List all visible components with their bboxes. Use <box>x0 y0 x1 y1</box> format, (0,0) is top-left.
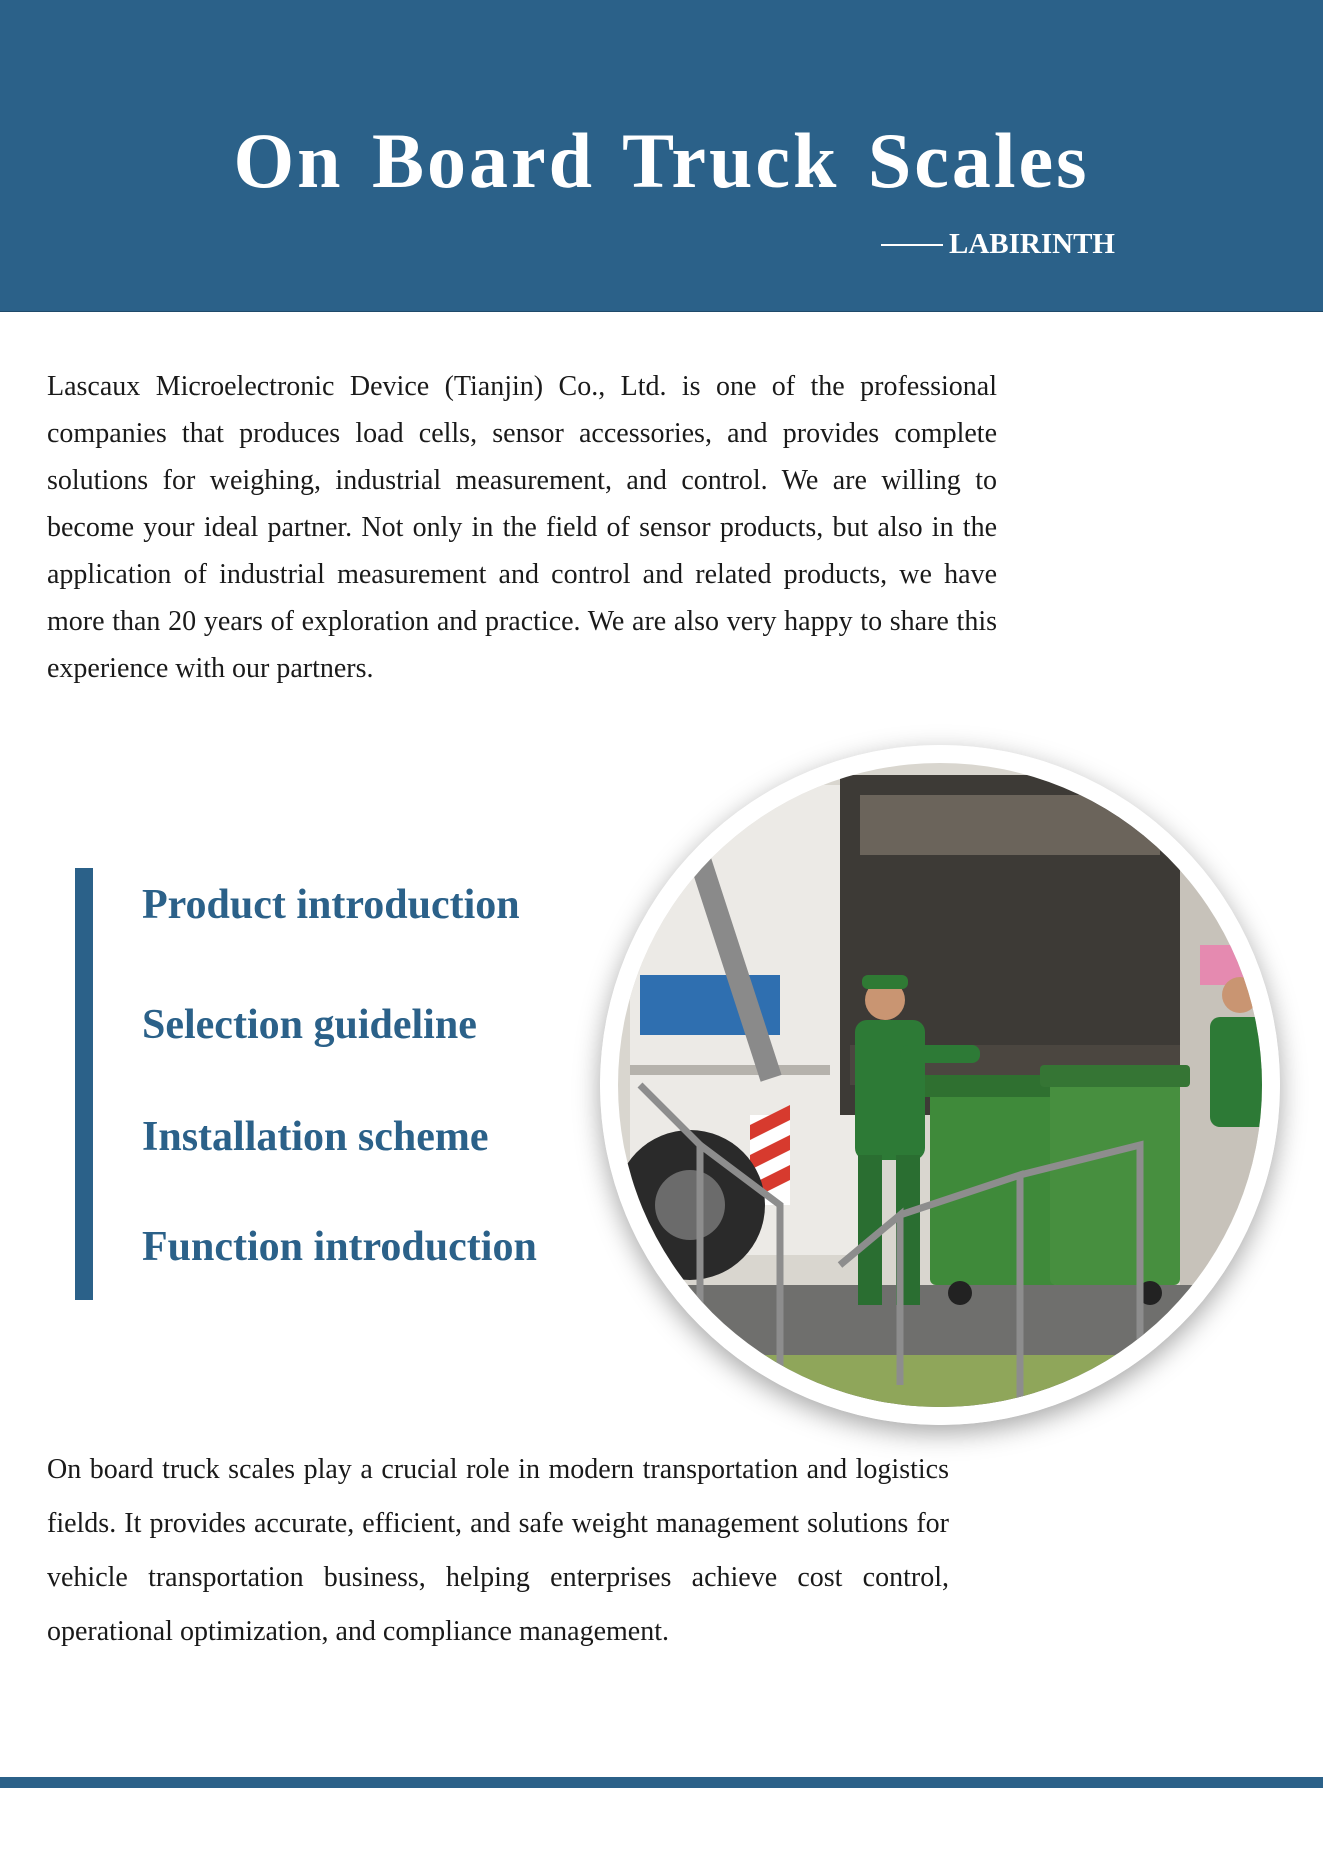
garbage-truck-illustration <box>600 745 1280 1425</box>
menu-item-installation-scheme[interactable]: Installation scheme <box>142 1114 489 1160</box>
header-banner <box>0 0 1323 312</box>
closing-paragraph: On board truck scales play a crucial role in modern transportation and logistics fields. It provides accurate, efficient, and safe weight management solutions for vehicle transportation business, helping enterprises achieve cost control, operational optimization, and compliance management. <box>47 1454 949 1647</box>
menu-item-function-introduction[interactable]: Function introduction <box>142 1224 537 1270</box>
menu-accent-bar <box>75 868 93 1300</box>
menu-item-product-introduction[interactable]: Product introduction <box>142 882 520 928</box>
brand-name: LABIRINTH <box>949 228 1115 260</box>
brand-signature <box>881 230 1115 259</box>
brand-dash <box>881 244 943 246</box>
page-title: On Board Truck Scales <box>233 117 1090 204</box>
truck-photo <box>600 745 1280 1425</box>
menu-item-selection-guideline[interactable]: Selection guideline <box>142 1002 477 1048</box>
intro-paragraph: Lascaux Microelectronic Device (Tianjin) Co., Ltd. is one of the professional companies that produces load cells, sensor accessories, and provides complete solutions for weighing, industrial measurement, and control. We are willing to become your ideal partner. Not only in the field of sensor products, but also in the application of industrial measurement and control and related products, we have more than 20 years of exploration and practice. We are also very happy to share this experience with our partners. <box>47 371 997 684</box>
footer-rule <box>0 1777 1323 1788</box>
